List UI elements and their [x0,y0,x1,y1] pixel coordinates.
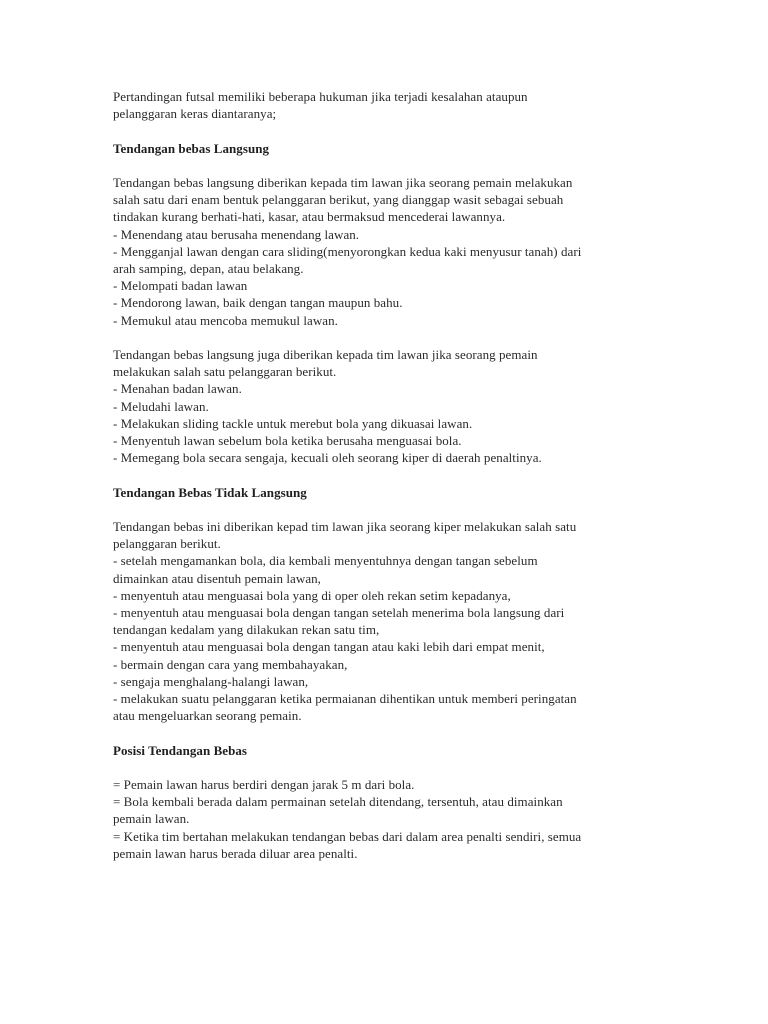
list-item: - Memegang bola secara sengaja, kecuali oleh seorang kiper di daerah penaltinya. [113,450,542,466]
list-item: - sengaja menghalang-halangi lawan, [113,673,309,689]
list-item: = Pemain lawan harus berdiri dengan jarak 5 m dari bola. [113,777,415,793]
list-item: - Menendang atau berusaha menendang lawan. [113,226,360,242]
list-item: arah samping, depan, atau belakang. [113,261,304,276]
list-item: = Bola kembali berada dalam permainan setelah ditendang, tersentuh, atau dimainkan [113,794,563,810]
section-heading-posisi-tendangan-bebas: Posisi Tendangan Bebas [113,742,248,758]
list-item: pemain lawan. [113,811,190,827]
list-item: = Ketika tim bertahan melakukan tendangan bebas dari dalam area penalti sendiri, semua [113,828,582,844]
list-item: - setelah mengamankan bola, dia kembali menyentuhnya dengan tangan sebelum [113,553,538,569]
list-item: - Meludahi lawan. [113,398,209,414]
list-item: - Menyentuh lawan sebelum bola ketika berusaha menguasai bola. [113,433,462,449]
document-body [113,88,658,879]
list-item: - bermain dengan cara yang membahayakan, [113,656,348,672]
section2-paragraph-1 [113,518,658,724]
list-item: - Mengganjal lawan dengan cara sliding(menyorongkan kedua kaki menyusur tanah) dari [113,243,582,259]
text-line: tindakan kurang berhati-hati, kasar, atau bermaksud mencederai lawannya. [113,209,506,225]
list-item: - menyentuh atau menguasai bola dengan tangan setelah menerima bola langsung dari [113,605,565,621]
list-item: - Mendorong lawan, baik dengan tangan maupun bahu. [113,295,403,311]
list-item: - Menahan badan lawan. [113,381,242,397]
list-item: pemain lawan harus berada diluar area penalti. [113,845,358,861]
intro-paragraph [113,88,658,122]
section-heading-tendangan-bebas-tidak-langsung: Tendangan Bebas Tidak Langsung [113,484,307,500]
list-item: - Melakukan sliding tackle untuk merebut bola yang dikuasai lawan. [113,415,473,431]
section-heading-tendangan-bebas-langsung: Tendangan bebas Langsung [113,140,270,156]
list-item: - melakukan suatu pelanggaran ketika permaianan dihentikan untuk memberi peringatan [113,691,577,707]
list-item: - menyentuh atau menguasai bola dengan tangan atau kaki lebih dari empat menit, [113,639,545,655]
text-line: salah satu dari enam bentuk pelanggaran berikut, yang dianggap wasit sebagai sebuah [113,192,564,208]
text-line: pelanggaran berikut. [113,536,221,552]
section3-paragraph-1 [113,776,658,862]
list-item: atau mengeluarkan seorang pemain. [113,708,302,724]
text-line: pelanggaran keras diantaranya; [113,106,277,122]
text-line: Tendangan bebas langsung diberikan kepada tim lawan jika seorang pemain melakukan [113,174,573,190]
text-line: Pertandingan futsal memiliki beberapa hukuman jika terjadi kesalahan ataupun [113,89,528,104]
section1-paragraph-2 [113,346,658,466]
section1-paragraph-1 [113,174,658,329]
list-item: - Melompati badan lawan [113,278,248,294]
list-item: tendangan kedalam yang dilakukan rekan satu tim, [113,622,380,638]
list-item: - menyentuh atau menguasai bola yang di oper oleh rekan setim kepadanya, [113,587,511,603]
list-item: dimainkan atau disentuh pemain lawan, [113,570,321,586]
text-line: Tendangan bebas ini diberikan kepad tim lawan jika seorang kiper melakukan salah satu [113,519,577,534]
list-item: - Memukul atau mencoba memukul lawan. [113,312,338,328]
text-line: melakukan salah satu pelanggaran berikut. [113,364,337,380]
text-line: Tendangan bebas langsung juga diberikan kepada tim lawan jika seorang pemain [113,347,538,362]
